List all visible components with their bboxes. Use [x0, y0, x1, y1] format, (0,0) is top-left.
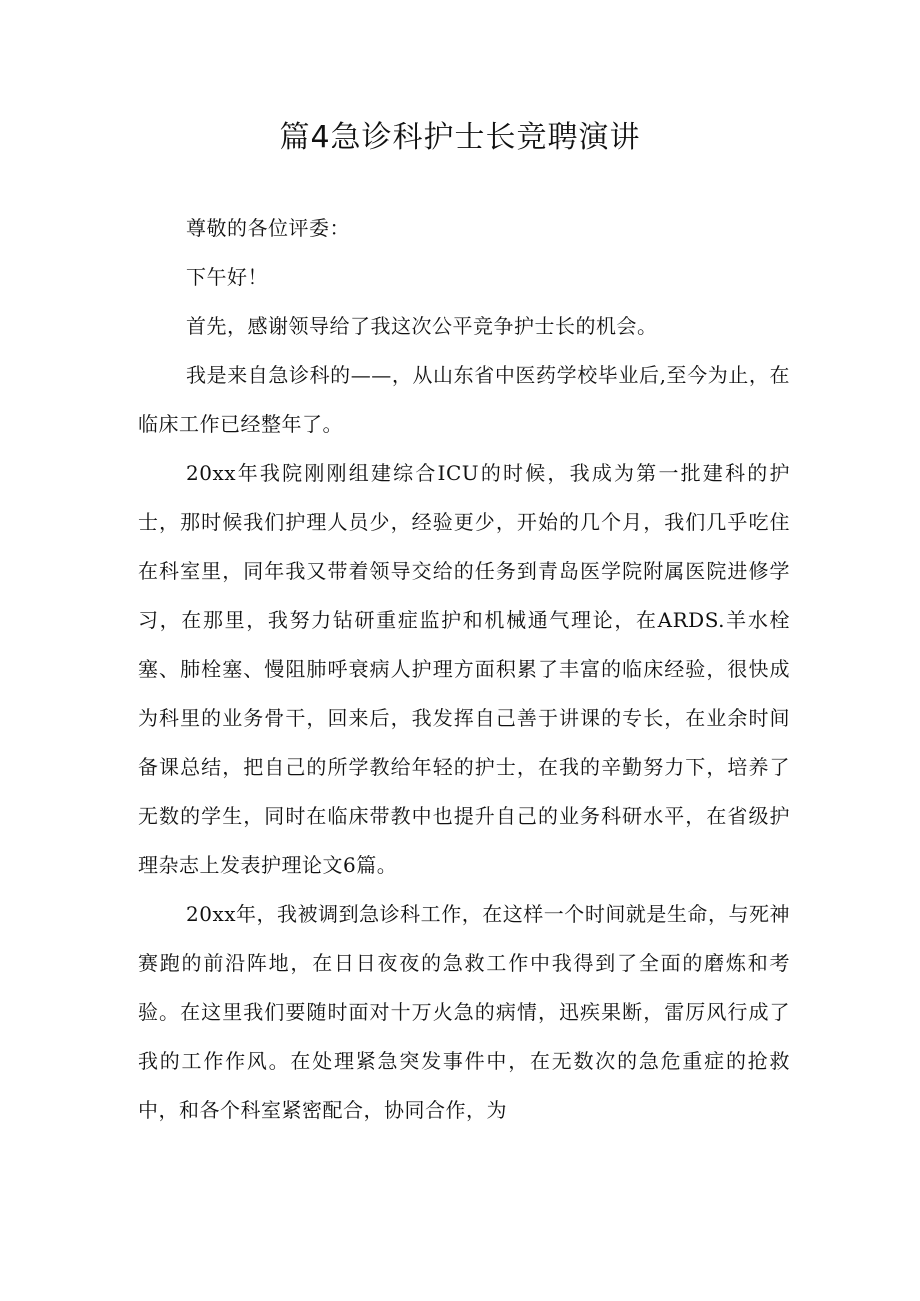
- paragraph-background: 我是来自急诊科的——，从山东省中医药学校毕业后,至今为止，在临床工作已经整年了。: [138, 363, 790, 436]
- paragraph-greeting: 下午好！: [186, 265, 268, 289]
- paragraph-icu-experience: 20xx年我院刚刚组建综合ICU的时候，我成为第一批建科的护士，那时候我们护理人员少，经验更少，开始的几个月，我们几乎吃住在科室里，同年我又带着领导交给的任务到青岛医学院附属医院进修学习，在那里，我努力钻研重症监护和机械通气理论，在ARDS.羊水栓塞、肺栓塞、慢阻肺呼衰病人护理方面积累了丰富的临床经验，很快成为科里的业务骨干，回来后，我发挥自己善于讲课的专长，在业余时间备课总结，把自己的所学教给年轻的护士，在我的辛勤努力下，培养了无数的学生，同时在临床带教中也提升自己的业务科研水平，在省级护理杂志上发表护理论文6篇。: [138, 461, 790, 877]
- paragraph-emergency-work: 20xx年，我被调到急诊科工作，在这样一个时间就是生命，与死神赛跑的前沿阵地，在日日夜夜的急救工作中我得到了全面的磨炼和考验。在这里我们要随时面对十万火急的病情，迅疾果断，雷厉风行成了我的工作作风。在处理紧急突发事件中，在无数次的急危重症的抢救中，和各个科室紧密配合，协同合作，为: [138, 902, 790, 1122]
- document-body: [138, 204, 790, 1135]
- paragraph-salutation: 尊敬的各位评委：: [186, 216, 350, 240]
- document-title: 篇4急诊科护士长竞聘演讲: [279, 120, 641, 155]
- paragraph-thanks: 首先，感谢领导给了我这次公平竞争护士长的机会。: [186, 314, 658, 338]
